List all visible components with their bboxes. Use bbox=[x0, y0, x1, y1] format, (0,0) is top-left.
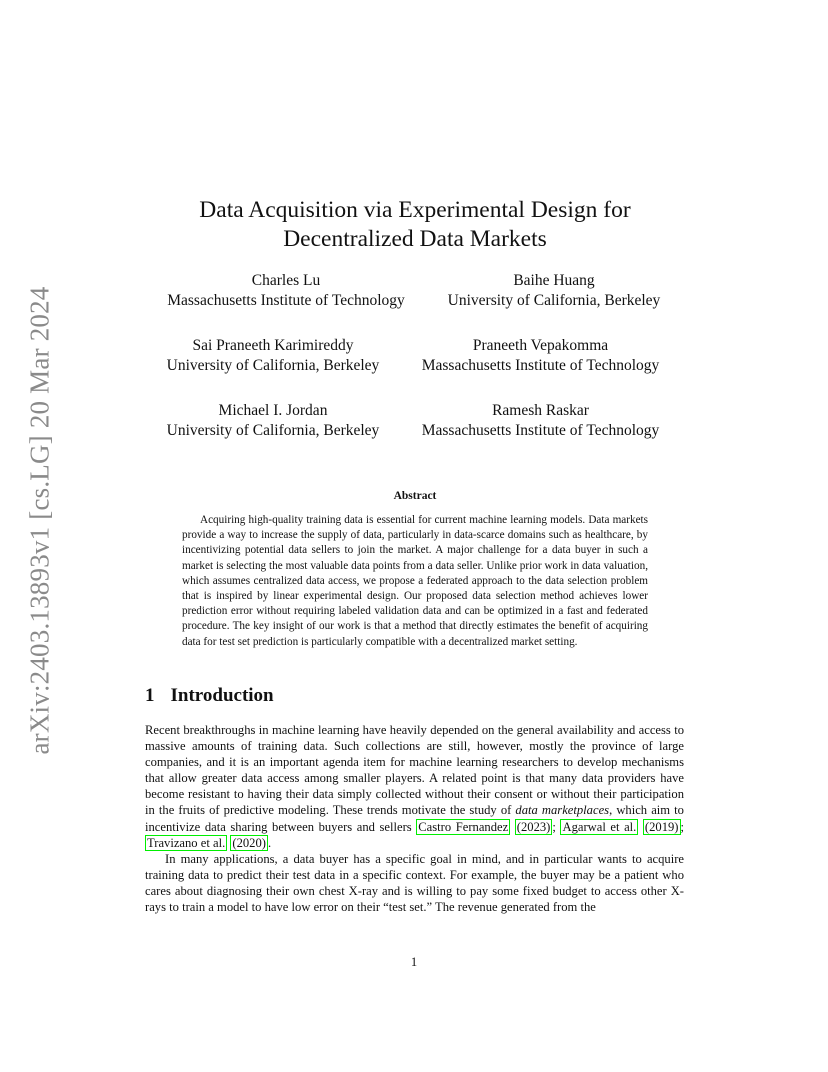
author-name: Baihe Huang bbox=[513, 272, 595, 289]
author-affiliation: University of California, Berkeley bbox=[166, 356, 380, 374]
author-block bbox=[416, 336, 665, 375]
arxiv-identifier bbox=[20, 285, 60, 755]
title-line-1: Data Acquisition via Experimental Design for bbox=[199, 197, 631, 223]
author-affiliation: University of California, Berkeley bbox=[447, 291, 661, 309]
abstract-heading: Abstract bbox=[393, 490, 437, 502]
paragraph-text: Recent breakthroughs in machine learning have heavily depended on the general availability and access to massive amounts of training data. Such collections are still, however, mostly the province of large companies, and it is an important agenda item for machine learning researchers to develop mechanisms that allow greater data access among smaller players. A related point is that many data providers have become resistant to having their data simply collected without their consent or without their participation in the fruits of predictive modeling. These trends motivate the study of bbox=[145, 723, 684, 818]
author-block bbox=[443, 271, 665, 310]
section-heading bbox=[145, 685, 274, 707]
abstract-text: Acquiring high-quality training data is essential for current machine learning models. Data markets provide a way to increase the supply of data, particularly in data-scarce domains such as healthcare, by incentivizing potential data sellers to join the market. A major challenge for a data buyer in such a market is selecting the most valuable data points from a data seller. Unlike prior work in data valuation, which assumes centralized data access, we propose a federated approach to the data selection problem that is inspired by linear experimental design. Our proposed data selection method achieves lower prediction error without requiring labeled validation data and can be optimized in a fast and federated procedure. The key insight of our work is that a method that directly estimates the benefit of acquiring data for test set prediction is particularly compatible with a decentralized market setting. bbox=[182, 514, 648, 648]
paragraph-text: , which aim to incentivize data sharing between buyers and sellers bbox=[145, 803, 684, 834]
author-affiliation: University of California, Berkeley bbox=[166, 421, 380, 439]
author-block bbox=[162, 271, 410, 310]
author-block bbox=[416, 401, 665, 440]
citation-link[interactable]: (2019) bbox=[644, 819, 679, 834]
intro-paragraph-1: Recent breakthroughs in machine learning have heavily depended on the general availability and access to massive amounts of training data. Such collections are still, however, mostly the province of large companies, and it is an important agenda item for machine learning researchers to develop mechanisms that allow greater data access among smaller players. A related point is that many data providers have become resistant to having their data simply collected without their consent or without their participation in the fruits of predictive modeling. These trends motivate the study of data marketplaces, which aim to incentivize data sharing between buyers and sellers Castro Fernandez (2023) ; Agarwal et al. (2019) ; Travizano et al. (2020) . bbox=[145, 723, 684, 850]
author-name: Michael I. Jordan bbox=[218, 402, 328, 419]
section-title: Introduction bbox=[170, 685, 274, 706]
arxiv-identifier-text: arXiv:2403.13893v1 [cs.LG] 20 Mar 2024 bbox=[24, 285, 55, 755]
page-number: 1 bbox=[410, 955, 418, 969]
author-name: Praneeth Vepakomma bbox=[472, 337, 609, 354]
citation-link[interactable]: (2023) bbox=[516, 819, 551, 834]
title-line-2: Decentralized Data Markets bbox=[283, 226, 547, 252]
intro-paragraph-2: In many applications, a data buyer has a specific goal in mind, and in particular wants to acquire training data to predict their test data in a specific context. For example, the buyer may be a patient who cares about diagnosing their own chest X-ray and is willing to pay some fixed budget to access other X-rays to train a model to have low error on their “test set.” The revenue generated from the bbox=[145, 852, 684, 915]
citation-link[interactable]: Travizano et al. bbox=[147, 835, 226, 850]
author-affiliation: Massachusetts Institute of Technology bbox=[167, 291, 405, 309]
section-number: 1 bbox=[145, 685, 155, 706]
author-name: Charles Lu bbox=[251, 272, 321, 289]
author-affiliation: Massachusetts Institute of Technology bbox=[421, 356, 660, 374]
author-block bbox=[162, 336, 384, 375]
paper-title bbox=[145, 196, 685, 254]
author-affiliation: Massachusetts Institute of Technology bbox=[421, 421, 660, 439]
author-name: Ramesh Raskar bbox=[492, 402, 589, 419]
emphasis-text: data marketplaces bbox=[515, 803, 610, 818]
citation-link[interactable]: Castro Fernandez bbox=[418, 819, 509, 834]
author-block bbox=[162, 401, 384, 440]
citation-link[interactable]: Agarwal et al. bbox=[562, 819, 637, 834]
author-name: Sai Praneeth Karimireddy bbox=[192, 337, 354, 354]
citation-link[interactable]: (2020) bbox=[232, 835, 266, 850]
